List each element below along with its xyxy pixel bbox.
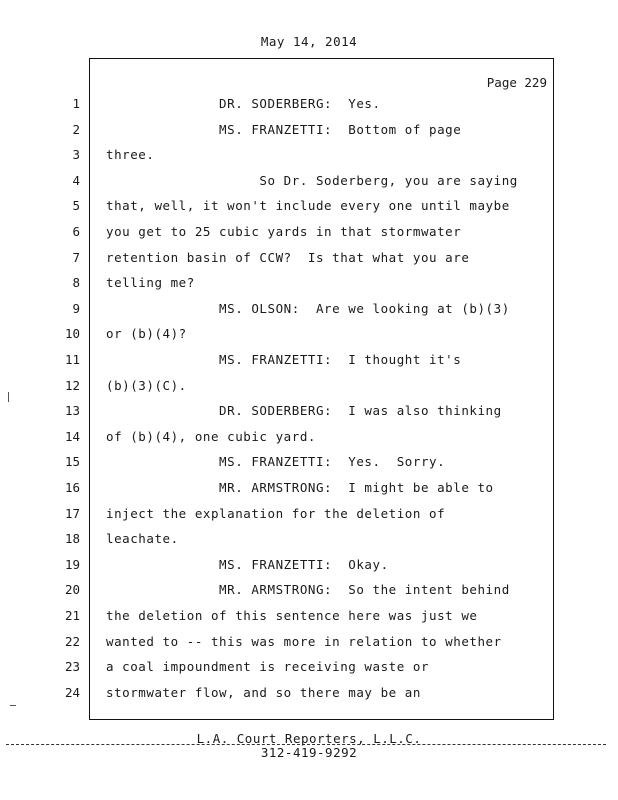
line-number: 21 <box>64 608 80 623</box>
line-number: 3 <box>72 147 80 162</box>
transcript-line-text: inject the explanation for the deletion of <box>106 506 446 521</box>
transcript-line-text: MS. FRANZETTI: Yes. Sorry. <box>106 454 446 469</box>
line-number: 18 <box>64 531 80 546</box>
line-number: 17 <box>64 506 80 521</box>
transcript-line-text: (b)(3)(C). <box>106 378 187 393</box>
court-reporter-name: L.A. Court Reporters, L.L.C. <box>196 731 422 746</box>
line-number: 11 <box>64 352 80 367</box>
transcript-line-text: MS. FRANZETTI: I thought it's <box>106 352 462 367</box>
line-number: 22 <box>64 634 80 649</box>
transcript-line-text: MS. OLSON: Are we looking at (b)(3) <box>106 301 510 316</box>
transcript-line-text: DR. SODERBERG: Yes. <box>106 96 381 111</box>
transcript-line-text: So Dr. Soderberg, you are saying <box>106 173 518 188</box>
scan-artifact <box>10 705 16 706</box>
line-number: 10 <box>64 326 80 341</box>
transcript-line-text: leachate. <box>106 531 179 546</box>
transcript-line-text: the deletion of this sentence here was just we <box>106 608 478 623</box>
transcript-line-text: MS. FRANZETTI: Bottom of page <box>106 122 462 137</box>
transcript-line-text: retention basin of CCW? Is that what you are <box>106 250 470 265</box>
line-number: 1 <box>72 96 80 111</box>
line-number: 9 <box>72 301 80 316</box>
line-number: 14 <box>64 429 80 444</box>
transcript-date: May 14, 2014 <box>260 34 358 49</box>
transcript-line-text: you get to 25 cubic yards in that stormwater <box>106 224 462 239</box>
line-number: 20 <box>64 582 80 597</box>
line-number: 8 <box>72 275 80 290</box>
transcript-line-text: MR. ARMSTRONG: So the intent behind <box>106 582 510 597</box>
transcript-line-text: of (b)(4), one cubic yard. <box>106 429 316 444</box>
transcript-line-text: three. <box>106 147 155 162</box>
line-number: 4 <box>72 173 80 188</box>
transcript-line-text: or (b)(4)? <box>106 326 187 341</box>
transcript-line-text: wanted to -- this was more in relation to whether <box>106 634 502 649</box>
transcript-line-text: that, well, it won't include every one until maybe <box>106 198 510 213</box>
page-number: Page 229 <box>486 75 547 90</box>
line-number: 13 <box>64 403 80 418</box>
transcript-line-text: MR. ARMSTRONG: I might be able to <box>106 480 494 495</box>
transcript-line-text: telling me? <box>106 275 195 290</box>
line-number: 12 <box>64 378 80 393</box>
transcript-line-text: DR. SODERBERG: I was also thinking <box>106 403 502 418</box>
line-number: 15 <box>64 454 80 469</box>
line-number: 2 <box>72 122 80 137</box>
line-number: 24 <box>64 685 80 700</box>
line-number: 16 <box>64 480 80 495</box>
line-number: 7 <box>72 250 80 265</box>
transcript-line-text: stormwater flow, and so there may be an <box>106 685 421 700</box>
transcript-line-text: MS. FRANZETTI: Okay. <box>106 557 389 572</box>
scan-artifact <box>8 392 9 402</box>
court-reporter-phone: 312-419-9292 <box>260 745 358 760</box>
line-number: 19 <box>64 557 80 572</box>
line-number: 6 <box>72 224 80 239</box>
transcript-line-text: a coal impoundment is receiving waste or <box>106 659 430 674</box>
line-number: 5 <box>72 198 80 213</box>
line-number: 23 <box>64 659 80 674</box>
